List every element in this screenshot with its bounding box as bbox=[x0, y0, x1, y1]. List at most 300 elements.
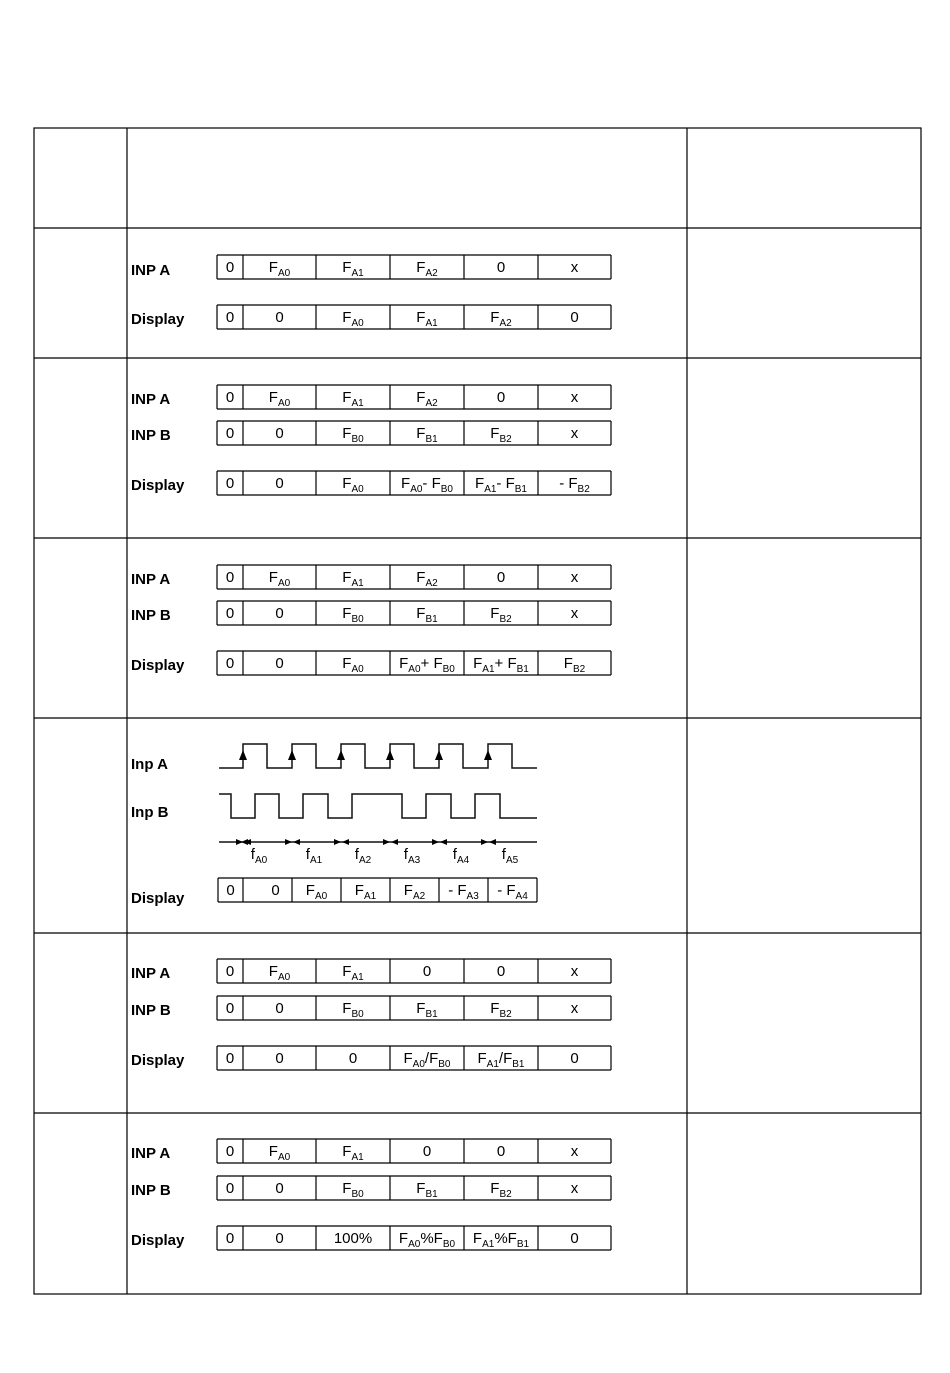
signal-cell-value-text: F bbox=[342, 569, 352, 586]
signal-cell-value-text: x bbox=[570, 259, 579, 276]
period-arrow-icon bbox=[342, 839, 349, 845]
signal-cell-value-subscript: B1 bbox=[425, 1009, 438, 1020]
signal-cell-value-subscript: A2 bbox=[499, 318, 512, 329]
signal-label: Display bbox=[131, 657, 185, 674]
signal-cell-value-text: 0 bbox=[225, 1230, 235, 1247]
signal-cell-value-text: 0 bbox=[225, 475, 235, 492]
diagram-row-3 bbox=[131, 565, 611, 675]
signal-cell-value-subscript: A0 bbox=[277, 1152, 291, 1163]
signal-label: Display bbox=[131, 890, 185, 907]
period-arrow-icon bbox=[334, 839, 341, 845]
period-label bbox=[502, 846, 519, 866]
signal-cell-value-text: F bbox=[268, 1143, 278, 1160]
signal-cell-value bbox=[490, 605, 512, 625]
signal-cell-value-text: 0 bbox=[271, 882, 280, 899]
signal-cell-value-subscript: A1 bbox=[351, 398, 364, 409]
signal-cell-value bbox=[404, 882, 426, 902]
period-label-subscript: A2 bbox=[358, 855, 372, 866]
signal-cell-value bbox=[226, 389, 234, 406]
signal-cell-value-subscript: B2 bbox=[499, 614, 512, 625]
signal-cell-value-subscript: B1 bbox=[512, 1059, 525, 1070]
diagram-row-6 bbox=[131, 1139, 611, 1250]
signal-cell-value bbox=[269, 259, 291, 279]
signal-cell-value bbox=[342, 475, 364, 495]
rising-edge-arrow-icon bbox=[288, 750, 296, 760]
signal-cell-value bbox=[226, 425, 234, 442]
period-label-subscript: A0 bbox=[254, 855, 268, 866]
signal-cell-value-text: 0 bbox=[275, 605, 284, 622]
signal-cell-value-text: x bbox=[570, 425, 579, 442]
signal-cell-value-text: F bbox=[416, 1000, 426, 1017]
period-label-subscript: A4 bbox=[456, 855, 470, 866]
signal-cell-value bbox=[271, 882, 279, 899]
signal-cell-value-text: x bbox=[570, 1180, 579, 1197]
signal-cell-value-text: 0 bbox=[275, 1050, 284, 1067]
rising-edge-arrow-icon bbox=[239, 750, 247, 760]
signal-cell-value-text: 0 bbox=[225, 259, 235, 276]
signal-cell-value-subscript: A2 bbox=[412, 891, 426, 902]
signal-cell-value bbox=[226, 605, 234, 622]
signal-cell-value-text: x bbox=[570, 605, 579, 622]
signal-cell-value-subscript: A0 bbox=[277, 972, 291, 983]
signal-cell-value bbox=[342, 1000, 364, 1020]
signal-cell-value bbox=[226, 1143, 234, 1160]
diagram-row-2 bbox=[131, 385, 611, 495]
diagram-row-4 bbox=[131, 744, 537, 907]
signal-cell-value bbox=[342, 963, 364, 983]
diagram-row-5 bbox=[131, 959, 611, 1070]
signal-cell-value bbox=[401, 475, 453, 495]
period-arrow-icon bbox=[383, 839, 390, 845]
signal-cell-value-subscript: A1 bbox=[351, 972, 364, 983]
period-label bbox=[306, 846, 323, 866]
signal-cell-value bbox=[416, 425, 438, 445]
signal-cell-value-text: 0 bbox=[225, 425, 235, 442]
signal-cell-value bbox=[490, 1180, 512, 1200]
period-label-text: f bbox=[452, 846, 457, 863]
signal-cell-value-text: %F bbox=[420, 1230, 443, 1247]
signal-cell-value-text: 0 bbox=[422, 1143, 432, 1160]
signal-cell-value-subscript: A0 bbox=[351, 664, 364, 675]
signal-cell-value-text: F bbox=[268, 259, 278, 276]
signal-cell-value-subscript: B1 bbox=[516, 1239, 530, 1250]
signal-cell-value-text: F bbox=[268, 963, 278, 980]
signal-cell-value-text: 0 bbox=[275, 425, 284, 442]
signal-cell-value-subscript: A1 bbox=[484, 484, 497, 495]
signal-cell-value bbox=[342, 309, 364, 329]
signal-cell-value-subscript: A0 bbox=[277, 398, 291, 409]
signal-cell-value-subscript: B1 bbox=[425, 614, 438, 625]
signal-cell-value bbox=[342, 425, 364, 445]
signal-cell-value bbox=[416, 259, 438, 279]
signal-cell-value bbox=[226, 882, 234, 899]
signal-cell-value-text: /F bbox=[498, 1050, 513, 1067]
signal-cell-value-text: F bbox=[342, 475, 352, 492]
signal-cell-value-subscript: B1 bbox=[516, 664, 529, 675]
signal-cell-value-subscript: B1 bbox=[425, 434, 438, 445]
signal-cell-value bbox=[399, 655, 455, 675]
signal-cell-value bbox=[399, 1230, 456, 1250]
signal-cell-value bbox=[226, 655, 234, 672]
signal-cell-value bbox=[226, 1180, 234, 1197]
signal-cell-value bbox=[226, 569, 234, 586]
signal-cell-value-text: F bbox=[342, 259, 352, 276]
period-label-subscript: A1 bbox=[309, 855, 323, 866]
signal-cell-value bbox=[570, 1050, 578, 1067]
signal-label: Display bbox=[131, 1232, 185, 1249]
signal-cell-value-subscript: A4 bbox=[515, 891, 528, 902]
signal-cell-value bbox=[571, 963, 579, 980]
signal-cell-value bbox=[226, 259, 234, 276]
signal-label: INP B bbox=[131, 1002, 171, 1019]
signal-cell-value-text: 0 bbox=[225, 309, 235, 326]
signal-cell-value-subscript: B1 bbox=[514, 484, 527, 495]
signal-cell-value-text: 0 bbox=[496, 1143, 506, 1160]
signal-cell-value-text: F bbox=[416, 425, 426, 442]
signal-cell-value bbox=[559, 475, 590, 495]
signal-cell-value-text: 0 bbox=[275, 1000, 284, 1017]
signal-cell-value-text: x bbox=[570, 569, 579, 586]
signal-cell-value-text: F bbox=[342, 963, 352, 980]
signal-cell-value-text: F bbox=[490, 1000, 500, 1017]
signal-cell-value-subscript: A0 bbox=[277, 268, 291, 279]
period-label bbox=[453, 846, 470, 866]
signal-cell-value bbox=[571, 259, 579, 276]
signal-cell-value bbox=[416, 569, 438, 589]
signal-cell-value-text: /F bbox=[424, 1050, 439, 1067]
rising-edge-arrow-icon bbox=[484, 750, 492, 760]
rising-edge-arrow-icon bbox=[435, 750, 443, 760]
signal-cell-value bbox=[275, 1050, 283, 1067]
signal-cell-value bbox=[497, 882, 528, 902]
signal-cell-value-text: 0 bbox=[225, 963, 235, 980]
signal-cell-value-subscript: A2 bbox=[425, 268, 438, 279]
signal-cell-value bbox=[564, 655, 586, 675]
signal-cell-value bbox=[570, 1230, 578, 1247]
signal-cell-value-subscript: A0 bbox=[410, 484, 423, 495]
signal-cell-value-text: 0 bbox=[496, 389, 506, 406]
signal-cell-value-text: F bbox=[403, 1050, 413, 1067]
signal-cell-value-text: F bbox=[342, 389, 352, 406]
signal-cell-value-text: F bbox=[399, 655, 409, 672]
signal-cell-value bbox=[342, 655, 364, 675]
diagrams-layer bbox=[131, 255, 611, 1250]
signal-cell-value bbox=[355, 882, 377, 902]
signal-cell-value-text: 0 bbox=[496, 259, 506, 276]
signal-cell-value-subscript: A3 bbox=[466, 891, 479, 902]
signal-cell-value-text: 0 bbox=[275, 309, 284, 326]
signal-cell-value-subscript: A0 bbox=[351, 484, 364, 495]
signal-cell-value-text: F bbox=[342, 425, 352, 442]
signal-label: Inp B bbox=[131, 804, 169, 821]
signal-cell-value bbox=[275, 475, 283, 492]
outer-table-grid bbox=[34, 128, 921, 1294]
signal-cell-value bbox=[473, 655, 529, 675]
diagram-row-1 bbox=[131, 255, 611, 329]
signal-cell-value bbox=[490, 1000, 512, 1020]
signal-cell-value-text: F bbox=[490, 605, 500, 622]
signal-cell-value-subscript: B0 bbox=[442, 664, 455, 675]
signal-label: INP B bbox=[131, 1182, 171, 1199]
period-arrow-icon bbox=[489, 839, 496, 845]
signal-cell-value-subscript: A1 bbox=[351, 268, 364, 279]
signal-cell-value-text: F bbox=[268, 389, 278, 406]
period-label-text: f bbox=[354, 846, 359, 863]
signal-cell-value bbox=[275, 309, 283, 326]
signal-cell-value-subscript: A0 bbox=[408, 664, 421, 675]
signal-cell-value-text: F bbox=[490, 1180, 500, 1197]
signal-cell-value-subscript: B0 bbox=[442, 1239, 456, 1250]
signal-label: INP A bbox=[131, 262, 171, 279]
signal-cell-value-subscript: B0 bbox=[351, 614, 364, 625]
signal-cell-value-text: F bbox=[473, 655, 483, 672]
signal-cell-value-subscript: B0 bbox=[351, 1189, 364, 1200]
period-label bbox=[251, 846, 268, 866]
signal-cell-value bbox=[226, 475, 234, 492]
signal-cell-value bbox=[342, 605, 364, 625]
signal-cell-value bbox=[571, 569, 579, 586]
signal-label: INP A bbox=[131, 391, 171, 408]
signal-cell-value-text: - F bbox=[496, 475, 515, 492]
signal-cell-value-subscript: B2 bbox=[577, 484, 590, 495]
period-label-text: f bbox=[250, 846, 255, 863]
signal-cell-value-text: 0 bbox=[570, 1230, 579, 1247]
signal-cell-value-text: - F bbox=[559, 475, 578, 492]
signal-label: Inp A bbox=[131, 756, 168, 773]
signal-cell-value-text: - F bbox=[448, 882, 467, 899]
signal-cell-value-subscript: B2 bbox=[499, 434, 512, 445]
signal-cell-value bbox=[342, 1180, 364, 1200]
signal-cell-value-text: 0 bbox=[225, 655, 235, 672]
signal-cell-value-subscript: B0 bbox=[440, 484, 453, 495]
signal-cell-value-text: 0 bbox=[496, 963, 506, 980]
signal-cell-value-subscript: A1 bbox=[351, 578, 364, 589]
signal-label: INP B bbox=[131, 607, 171, 624]
signal-cell-value-text: 0 bbox=[225, 569, 235, 586]
period-arrow-icon bbox=[391, 839, 398, 845]
signal-cell-value bbox=[275, 655, 283, 672]
signal-cell-value-text: F bbox=[475, 475, 485, 492]
signal-cell-value-text: F bbox=[563, 655, 573, 672]
signal-cell-value bbox=[275, 1230, 283, 1247]
signal-cell-value-text: 100% bbox=[333, 1230, 373, 1247]
signal-cell-value-text: 0 bbox=[275, 655, 284, 672]
signal-cell-value-text: F bbox=[403, 882, 413, 899]
signal-cell-value bbox=[342, 569, 364, 589]
signal-cell-value bbox=[275, 605, 283, 622]
signal-cell-value bbox=[416, 1000, 438, 1020]
signal-cell-value-subscript: B2 bbox=[572, 664, 586, 675]
signal-label: Display bbox=[131, 1052, 185, 1069]
signal-cell-value bbox=[269, 389, 291, 409]
signal-cell-value-text: x bbox=[570, 389, 579, 406]
signal-cell-value-text: F bbox=[354, 882, 364, 899]
signal-cell-value-subscript: A1 bbox=[486, 1059, 499, 1070]
signal-cell-value-subscript: B2 bbox=[499, 1009, 512, 1020]
signal-cell-value-text: F bbox=[490, 309, 500, 326]
signal-cell-value-subscript: A0 bbox=[351, 318, 364, 329]
signal-cell-value bbox=[497, 963, 505, 980]
signal-cell-value bbox=[570, 309, 578, 326]
signal-cell-value bbox=[226, 1230, 234, 1247]
period-label-text: f bbox=[403, 846, 408, 863]
period-arrow-icon bbox=[241, 839, 248, 845]
signal-cell-value bbox=[448, 882, 479, 902]
signal-cell-value bbox=[416, 605, 438, 625]
signal-label: Display bbox=[131, 477, 185, 494]
signal-cell-value-text: 0 bbox=[225, 1050, 235, 1067]
signal-cell-value bbox=[275, 1180, 283, 1197]
signal-cell-value-subscript: B0 bbox=[438, 1059, 451, 1070]
signal-cell-value bbox=[571, 389, 579, 406]
signal-cell-value-text: F bbox=[472, 1230, 483, 1247]
signal-cell-value bbox=[334, 1230, 372, 1247]
signal-cell-value-subscript: B0 bbox=[351, 1009, 364, 1020]
signal-cell-value-text: - F bbox=[422, 475, 441, 492]
signal-cell-value-text: 0 bbox=[225, 389, 235, 406]
signal-label: Display bbox=[131, 311, 185, 328]
signal-cell-value-subscript: A1 bbox=[351, 1152, 364, 1163]
signal-cell-value-text: F bbox=[416, 389, 426, 406]
outer-table-border bbox=[34, 128, 921, 1294]
signal-cell-value bbox=[226, 309, 234, 326]
signal-cell-value-text: F bbox=[416, 1180, 426, 1197]
period-arrow-icon bbox=[293, 839, 300, 845]
signal-cell-value-text: 0 bbox=[422, 963, 432, 980]
signal-cell-value-text: F bbox=[342, 1180, 352, 1197]
signal-cell-value-subscript: A0 bbox=[408, 1239, 421, 1250]
signal-cell-value-subscript: A1 bbox=[482, 1239, 495, 1250]
signal-cell-value-text: 0 bbox=[225, 605, 235, 622]
period-arrow-icon bbox=[432, 839, 439, 845]
signal-cell-value bbox=[269, 1143, 291, 1163]
signal-cell-value-text: 0 bbox=[275, 1230, 284, 1247]
signal-cell-value-subscript: A1 bbox=[425, 318, 438, 329]
signal-cell-value-text: F bbox=[305, 882, 315, 899]
signal-cell-value bbox=[342, 389, 364, 409]
signal-cell-value-text: + F bbox=[494, 655, 517, 672]
period-label-subscript: A5 bbox=[505, 855, 519, 866]
period-arrow-icon bbox=[285, 839, 292, 845]
signal-cell-value-text: 0 bbox=[225, 1180, 235, 1197]
signal-cell-value-text: 0 bbox=[570, 309, 579, 326]
signal-cell-value-text: F bbox=[416, 259, 426, 276]
signal-cell-value-text: x bbox=[570, 1000, 579, 1017]
signal-cell-value bbox=[497, 569, 505, 586]
signal-cell-value bbox=[571, 605, 579, 622]
signal-cell-value-text: 0 bbox=[225, 1143, 235, 1160]
signal-cell-value-text: F bbox=[490, 425, 500, 442]
signal-cell-value-text: 0 bbox=[225, 1000, 235, 1017]
signal-cell-value bbox=[269, 569, 291, 589]
period-arrow-icon bbox=[440, 839, 447, 845]
signal-cell-value bbox=[571, 1180, 579, 1197]
signal-cell-value bbox=[497, 1143, 505, 1160]
signal-cell-value bbox=[571, 1000, 579, 1017]
signal-cell-value-subscript: B1 bbox=[425, 1189, 438, 1200]
signal-cell-value-text: - F bbox=[497, 882, 516, 899]
signal-cell-value-text: 0 bbox=[226, 882, 235, 899]
signal-cell-value-text: F bbox=[342, 1143, 352, 1160]
signal-cell-value bbox=[342, 1143, 364, 1163]
signal-label: INP B bbox=[131, 427, 171, 444]
inp-b-waveform bbox=[219, 794, 537, 818]
signal-cell-value bbox=[349, 1050, 357, 1067]
signal-cell-value-text: F bbox=[342, 605, 352, 622]
signal-cell-value bbox=[226, 1000, 234, 1017]
signal-cell-value-text: + F bbox=[420, 655, 443, 672]
signal-cell-value bbox=[269, 963, 291, 983]
signal-cell-value-text: F bbox=[342, 309, 352, 326]
signal-cell-value bbox=[497, 389, 505, 406]
period-label-text: f bbox=[305, 846, 310, 863]
signal-cell-value bbox=[275, 1000, 283, 1017]
signal-cell-value bbox=[306, 882, 328, 902]
signal-cell-value-text: F bbox=[342, 1000, 352, 1017]
signal-cell-value-subscript: A0 bbox=[277, 578, 291, 589]
signal-cell-value-subscript: B0 bbox=[351, 434, 364, 445]
signal-cell-value bbox=[423, 963, 431, 980]
signal-cell-value bbox=[404, 1050, 451, 1070]
period-arrow-icon bbox=[481, 839, 488, 845]
signal-cell-value-subscript: A0 bbox=[314, 891, 328, 902]
signal-cell-value-text: x bbox=[570, 1143, 579, 1160]
period-label-text: f bbox=[501, 846, 506, 863]
signal-cell-value bbox=[423, 1143, 431, 1160]
signal-cell-value bbox=[571, 1143, 579, 1160]
signal-cell-value bbox=[226, 1050, 234, 1067]
signal-cell-value-subscript: B2 bbox=[499, 1189, 512, 1200]
signal-label: INP A bbox=[131, 1145, 171, 1162]
signal-cell-value bbox=[571, 425, 579, 442]
signal-cell-value bbox=[416, 309, 438, 329]
signal-cell-value-subscript: A2 bbox=[425, 578, 438, 589]
signal-cell-value-text: F bbox=[416, 569, 426, 586]
period-label-subscript: A3 bbox=[407, 855, 421, 866]
signal-cell-value bbox=[478, 1050, 525, 1070]
signal-cell-value bbox=[497, 259, 505, 276]
period-label bbox=[404, 846, 421, 866]
signal-cell-value-text: F bbox=[477, 1050, 487, 1067]
signal-cell-value-text: 0 bbox=[496, 569, 506, 586]
signal-cell-value-text: F bbox=[401, 475, 411, 492]
signal-cell-value-text: F bbox=[342, 655, 352, 672]
signal-cell-value bbox=[342, 259, 364, 279]
signal-cell-value-text: 0 bbox=[275, 1180, 284, 1197]
signal-cell-value bbox=[416, 389, 438, 409]
signal-cell-value bbox=[473, 1230, 530, 1250]
signal-cell-value-text: F bbox=[268, 569, 278, 586]
signal-label: INP A bbox=[131, 965, 171, 982]
signal-cell-value-text: 0 bbox=[348, 1050, 358, 1067]
rising-edge-arrow-icon bbox=[337, 750, 345, 760]
signal-label: INP A bbox=[131, 571, 171, 588]
signal-cell-value-subscript: A2 bbox=[425, 398, 438, 409]
signal-cell-value bbox=[275, 425, 283, 442]
signal-cell-value bbox=[416, 1180, 438, 1200]
rising-edge-arrow-icon bbox=[386, 750, 394, 760]
signal-cell-value-text: F bbox=[398, 1230, 409, 1247]
signal-cell-value-text: 0 bbox=[275, 475, 284, 492]
signal-cell-value bbox=[490, 425, 512, 445]
period-label bbox=[355, 846, 372, 866]
signal-cell-value bbox=[490, 309, 512, 329]
signal-cell-value bbox=[475, 475, 527, 495]
signal-cell-value-subscript: A0 bbox=[412, 1059, 425, 1070]
signal-cell-value-text: %F bbox=[494, 1230, 517, 1247]
signal-cell-value-text: F bbox=[416, 605, 426, 622]
signal-cell-value-text: x bbox=[570, 963, 579, 980]
